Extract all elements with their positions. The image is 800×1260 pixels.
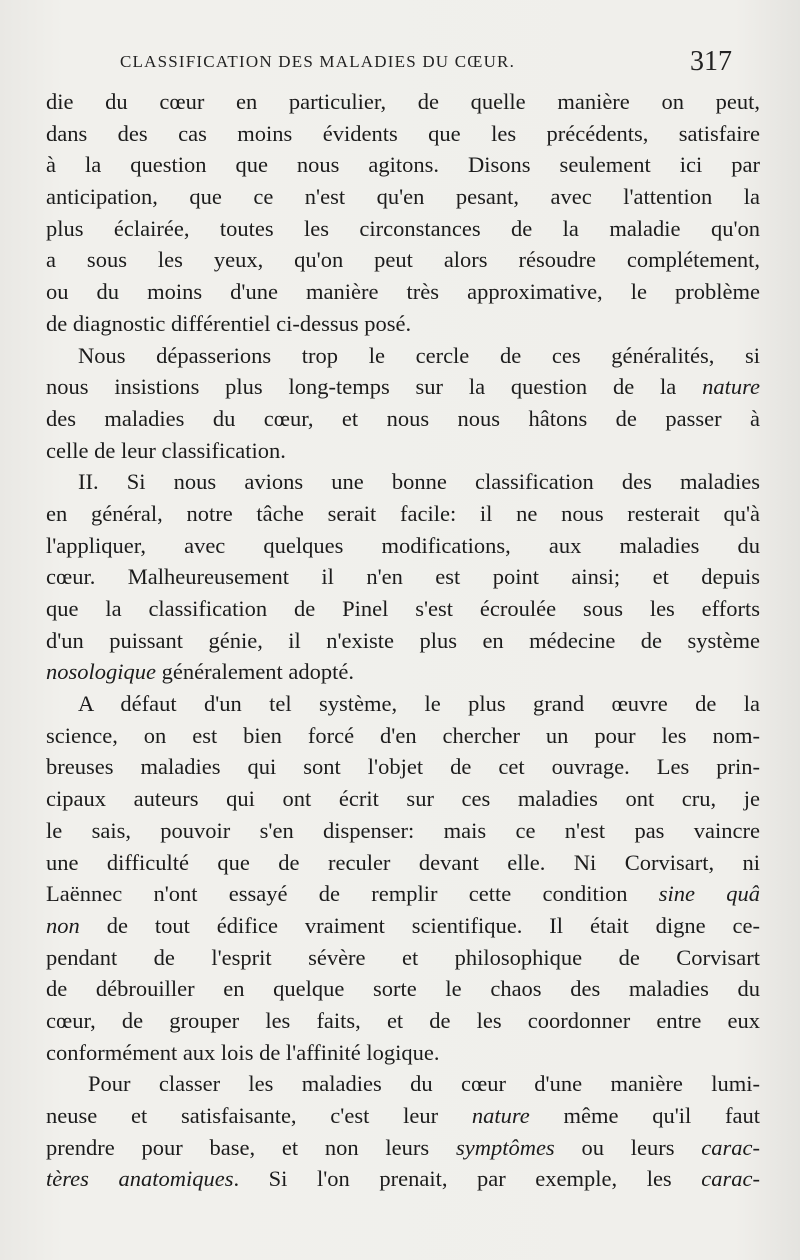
text-segment: neuse et satisfaisante, c'est leur bbox=[46, 1103, 439, 1128]
text-line: celle de leur classification. bbox=[46, 437, 286, 463]
italic-text: tères anatomiques bbox=[46, 1166, 234, 1192]
text-line: A défaut d'un tel système, le plus grand œuvre de la bbox=[78, 691, 760, 717]
text-segment: même qu'il faut bbox=[563, 1103, 760, 1128]
text-line: le sais, pouvoir s'en dispenser: mais ce n'est pas vaincre bbox=[46, 817, 760, 843]
text-line: ou du moins d'une manière très approximative, le problème bbox=[46, 279, 760, 305]
page-header bbox=[120, 48, 760, 78]
text-line: conformément aux lois de l'affinité logique. bbox=[46, 1039, 440, 1065]
text-line bbox=[46, 656, 760, 688]
text-segment: . Si l'on prenait, par exemple, les bbox=[233, 1166, 672, 1192]
paragraph-4 bbox=[46, 688, 760, 1068]
text-segment: généralement adopté. bbox=[161, 659, 355, 685]
text-line: pendant de l'esprit sévère et philosophique de Corvisart bbox=[46, 944, 760, 970]
text-line: cœur, de grouper les faits, et de les coordonner entre eux bbox=[46, 1007, 760, 1033]
text-line: Pour classer les maladies du cœur d'une manière lumi- bbox=[88, 1071, 760, 1097]
text-line: II. Si nous avions une bonne classification des maladies bbox=[78, 469, 760, 495]
text-line bbox=[46, 1163, 760, 1195]
text-segment: ou leurs bbox=[581, 1134, 675, 1160]
text-line: de débrouiller en quelque sorte le chaos des maladies du bbox=[46, 976, 760, 1002]
text-line bbox=[46, 1132, 760, 1164]
italic-text: nature bbox=[702, 374, 760, 400]
text-line: d'un puissant génie, il n'existe plus en médecine de système bbox=[46, 627, 760, 653]
text-line: à la question que nous agitons. Disons seulement ici par bbox=[46, 152, 760, 178]
text-line: die du cœur en particulier, de quelle manière on peut, bbox=[46, 89, 760, 114]
text-line: cœur. Malheureusement il n'en est point ainsi; et depuis bbox=[46, 564, 760, 590]
text-segment: nous insistions plus long-temps sur la question de la bbox=[46, 374, 677, 400]
running-head: CLASSIFICATION DES MALADIES DU CŒUR. bbox=[120, 52, 516, 71]
text-line: de diagnostic différentiel ci-dessus posé. bbox=[46, 310, 412, 336]
text-line bbox=[46, 910, 760, 942]
text-line: breuses maladies qui sont l'objet de cet ouvrage. Les prin- bbox=[46, 754, 760, 780]
text-line: Nous dépasserions trop le cercle de ces généralités, si bbox=[78, 342, 760, 368]
paragraph-3 bbox=[46, 466, 760, 688]
text-line bbox=[46, 1100, 760, 1132]
paragraph-5 bbox=[46, 1068, 760, 1195]
text-line: dans des cas moins évidents que les précédents, satisfaire bbox=[46, 120, 760, 146]
italic-text: symptômes bbox=[455, 1134, 555, 1160]
italic-text: carac- bbox=[701, 1166, 760, 1192]
text-line: des maladies du cœur, et nous nous hâtons de passer à bbox=[46, 405, 760, 431]
italic-text: nosologique bbox=[46, 659, 156, 685]
paragraph-1 bbox=[46, 86, 760, 340]
page-number: 317 bbox=[690, 46, 732, 77]
text-line: que la classification de Pinel s'est écroulée sous les efforts bbox=[46, 596, 760, 621]
text-line bbox=[46, 371, 760, 403]
text-line: en général, notre tâche serait facile: il ne nous resterait qu'à bbox=[46, 500, 760, 526]
text-segment: de tout édifice vraiment scientifique. Il était digne ce- bbox=[106, 912, 760, 938]
text-line: plus éclairée, toutes les circonstances de la maladie qu'on bbox=[46, 215, 760, 241]
text-line: une difficulté que de reculer devant elle. Ni Corvisart, ni bbox=[46, 849, 760, 875]
italic-text: non bbox=[46, 912, 80, 938]
page-body bbox=[46, 86, 760, 1195]
text-segment: prendre pour base, et non leurs bbox=[46, 1134, 430, 1160]
italic-text: carac- bbox=[701, 1134, 760, 1160]
text-line: anticipation, que ce n'est qu'en pesant, avec l'attention la bbox=[46, 184, 760, 210]
italic-text: nature bbox=[471, 1103, 530, 1128]
text-line bbox=[46, 878, 760, 910]
text-line: science, on est bien forcé d'en chercher un pour les nom- bbox=[46, 722, 760, 748]
text-line: cipaux auteurs qui ont écrit sur ces maladies ont cru, je bbox=[46, 786, 760, 812]
text-segment: Laënnec n'ont essayé de remplir cette condition bbox=[46, 881, 628, 907]
italic-text: sine quâ bbox=[658, 881, 760, 907]
paragraph-2 bbox=[46, 340, 760, 467]
text-line: a sous les yeux, qu'on peut alors résoudre complétement, bbox=[46, 247, 760, 273]
text-line: l'appliquer, avec quelques modifications, aux maladies du bbox=[46, 532, 760, 558]
